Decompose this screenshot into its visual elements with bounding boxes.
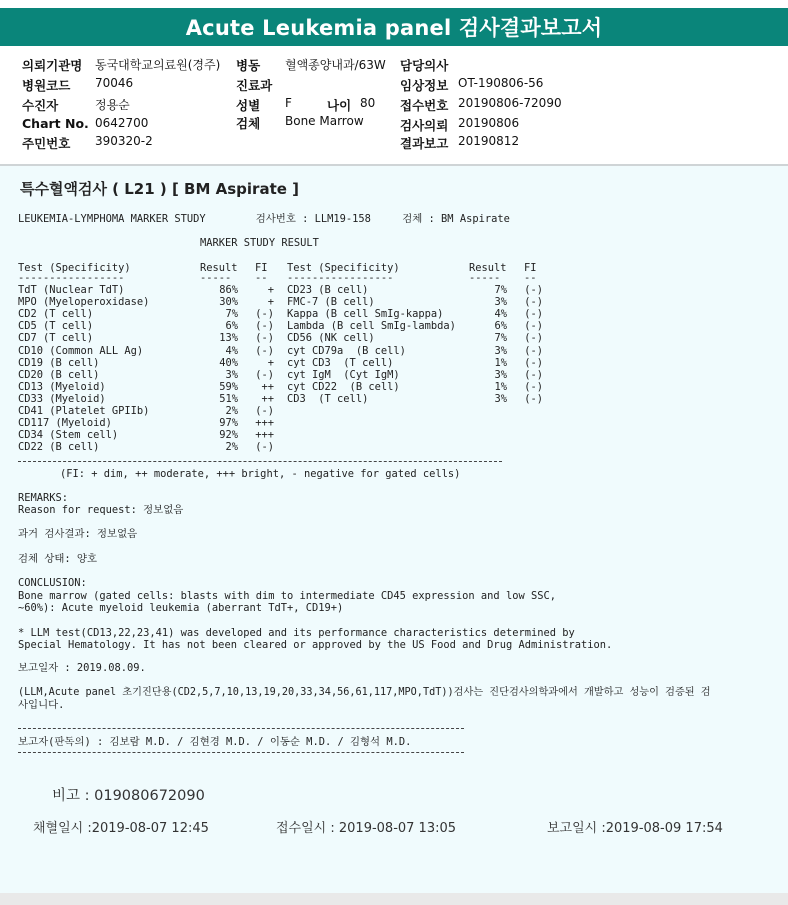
panel-note-line-1: (LLM,Acute panel 초기진단용(CD2,5,7,10,13,19,20,33,34,56,61,117,MPO,TdT))검사는 진단검사의학과에서 개발하고 성능이 검증된 검 <box>18 687 711 698</box>
marker-test: CD41 (Platelet GPIIb) <box>18 405 150 417</box>
remark-code: 비고 : 019080672090 <box>52 788 205 804</box>
marker-result: 51% <box>219 392 238 405</box>
dept-label: 진료과 <box>236 78 273 93</box>
marker-test: cyt CD3 (T cell) <box>287 356 394 369</box>
marker-fi: ++ <box>261 392 274 405</box>
panel-note-line-2: 사입니다. <box>18 699 65 711</box>
marker-fi: (-) <box>255 405 274 417</box>
marker-fi: (-) <box>524 320 543 333</box>
hosp-code-label: 병원코드 <box>22 78 71 93</box>
sex-label: 성별 <box>236 98 261 113</box>
marker-result: 1% <box>494 356 507 369</box>
marker-fi: (-) <box>524 284 543 296</box>
chart-value: 0642700 <box>95 116 149 130</box>
marker-test: Kappa (B cell SmIg-kappa) <box>287 308 444 321</box>
marker-fi: + <box>267 296 274 309</box>
inst-label: 의뢰기관명 <box>22 58 83 73</box>
marker-fi: (-) <box>524 296 543 309</box>
marker-fi: (-) <box>524 308 543 321</box>
remarks-label: REMARKS: <box>18 492 69 504</box>
conclusion-label: CONCLUSION: <box>18 577 87 589</box>
marker-fi: (-) <box>524 356 543 369</box>
marker-test: MPO (Myeloperoxidase) <box>18 296 150 309</box>
left-fi-underline: -- <box>255 272 268 284</box>
marker-fi: (-) <box>255 332 274 345</box>
marker-test: CD22 (B cell) <box>18 441 100 454</box>
age-value: 80 <box>360 96 376 110</box>
marker-fi: (-) <box>255 308 274 321</box>
receipt-label: 접수번호 <box>400 98 449 113</box>
marker-test: CD2 (T cell) <box>18 308 94 321</box>
left-test-header: Test (Specificity) <box>18 262 131 274</box>
report-value: 20190812 <box>458 134 520 148</box>
marker-result: 3% <box>494 392 507 405</box>
marker-test: cyt CD79a (B cell) <box>287 344 406 357</box>
patient-value: 정용순 <box>95 98 130 112</box>
received-time: 접수일시 : 2019-08-07 13:05 <box>276 821 457 836</box>
marker-fi: (-) <box>524 380 543 393</box>
marker-fi: (-) <box>524 344 543 357</box>
marker-result: 7% <box>225 308 238 321</box>
marker-test: CD20 (B cell) <box>18 368 100 381</box>
marker-fi: ++ <box>261 380 274 393</box>
doctor-label: 담당의사 <box>400 58 449 73</box>
marker-test: CD13 (Myeloid) <box>18 380 106 393</box>
marker-fi: (-) <box>255 320 274 333</box>
marker-fi: (-) <box>524 368 543 381</box>
right-fi-header: FI <box>524 262 537 274</box>
marker-result: 86% <box>219 284 238 296</box>
clinical-value: OT-190806-56 <box>458 76 544 90</box>
age-label: 나이 <box>327 98 352 113</box>
llm-note-line-1: * LLM test(CD13,22,23,41) was developed and its performance characteristics determined by <box>18 627 575 639</box>
marker-test: CD5 (T cell) <box>18 320 94 333</box>
marker-result: 6% <box>494 320 507 333</box>
reporter-separator-bottom <box>18 752 464 753</box>
marker-result: 13% <box>219 332 238 345</box>
reporter-separator-top <box>18 728 464 729</box>
hosp-code-value: 70046 <box>95 76 134 90</box>
marker-test: CD7 (T cell) <box>18 332 94 345</box>
ward-label: 병동 <box>236 58 261 73</box>
past-result: 과거 검사결과: 정보없음 <box>18 528 138 540</box>
marker-fi: (-) <box>524 392 543 405</box>
patient-label: 수진자 <box>22 98 59 113</box>
marker-test: CD56 (NK cell) <box>287 332 375 345</box>
marker-test: CD10 (Common ALL Ag) <box>18 344 144 357</box>
marker-result: 2% <box>225 405 238 417</box>
marker-result: 3% <box>494 368 507 381</box>
right-result-underline: ----- <box>469 272 501 284</box>
marker-test: CD3 (T cell) <box>287 392 369 405</box>
marker-test: FMC-7 (B cell) <box>287 296 375 309</box>
marker-fi: + <box>267 356 274 369</box>
marker-result: 7% <box>494 284 507 296</box>
marker-result: 2% <box>225 441 238 454</box>
inst-value: 동국대학교의료원(경주) <box>95 58 221 72</box>
marker-result: 7% <box>494 332 507 345</box>
marker-test: TdT (Nuclear TdT) <box>18 284 125 296</box>
right-fi-underline: -- <box>524 272 537 284</box>
marker-fi: (-) <box>524 332 543 345</box>
report-title: Acute Leukemia panel 검사결과보고서 <box>0 8 788 46</box>
sex-value: F <box>285 96 292 110</box>
marker-test: CD19 (B cell) <box>18 356 100 369</box>
marker-result: 3% <box>225 368 238 381</box>
ward-value: 혈액종양내과/63W <box>285 58 386 72</box>
bottom-strip <box>0 893 788 905</box>
marker-result: 97% <box>219 417 238 430</box>
left-result-header: Result <box>200 262 238 274</box>
marker-test: Lambda (B cell SmIg-lambda) <box>287 320 456 333</box>
marker-test: CD23 (B cell) <box>287 284 369 296</box>
request-label: 검사의뢰 <box>400 118 449 133</box>
marker-test: CD117 (Myeloid) <box>18 417 112 430</box>
reported-time: 보고일시 :2019-08-09 17:54 <box>547 821 723 836</box>
marker-result: 3% <box>494 296 507 309</box>
table-separator <box>18 461 502 462</box>
marker-result: 6% <box>225 320 238 333</box>
section-title: 특수혈액검사 ( L21 ) [ BM Aspirate ] <box>20 180 299 198</box>
marker-result: 4% <box>494 308 507 321</box>
conclusion-line-1: Bone marrow (gated cells: blasts with dim to intermediate CD45 expression and low SSC, <box>18 590 556 602</box>
marker-result: 40% <box>219 356 238 369</box>
right-test-header: Test (Specificity) <box>287 262 400 274</box>
marker-fi: +++ <box>255 417 274 430</box>
resident-value: 390320-2 <box>95 134 153 148</box>
marker-result: 92% <box>219 429 238 442</box>
marker-test: cyt CD22 (B cell) <box>287 380 400 393</box>
left-test-underline: ----------------- <box>18 272 125 284</box>
reason-for-request: Reason for request: 정보없음 <box>18 504 184 516</box>
marker-test: CD33 (Myeloid) <box>18 392 106 405</box>
collected-time: 채혈일시 :2019-08-07 12:45 <box>33 821 209 836</box>
specimen-value: Bone Marrow <box>285 114 364 128</box>
left-fi-header: FI <box>255 262 268 274</box>
marker-result: 59% <box>219 380 238 393</box>
left-result-underline: ----- <box>200 272 232 284</box>
marker-result: 4% <box>225 344 238 357</box>
clinical-label: 임상정보 <box>400 78 449 93</box>
result-heading: MARKER STUDY RESULT <box>200 237 319 249</box>
llm-note-line-2: Special Hematology. It has not been cleared or approved by the US Food and Drug Administration. <box>18 639 613 651</box>
resident-label: 주민번호 <box>22 136 71 151</box>
study-line: LEUKEMIA-LYMPHOMA MARKER STUDY 검사번호 : LLM19-158 검체 : BM Aspirate <box>18 213 510 225</box>
report-date: 보고일자 : 2019.08.09. <box>18 662 146 674</box>
right-result-header: Result <box>469 262 507 274</box>
marker-fi: (-) <box>255 368 274 381</box>
marker-result: 1% <box>494 380 507 393</box>
conclusion-line-2: ~60%): Acute myeloid leukemia (aberrant TdT+, CD19+) <box>18 602 344 614</box>
marker-fi: (-) <box>255 344 274 357</box>
fi-legend: (FI: + dim, ++ moderate, +++ bright, - negative for gated cells) <box>60 468 461 480</box>
chart-label: Chart No. <box>22 116 89 131</box>
receipt-value: 20190806-72090 <box>458 96 562 110</box>
report-label: 결과보고 <box>400 136 449 151</box>
specimen-state: 검체 상태: 양호 <box>18 553 97 565</box>
request-value: 20190806 <box>458 116 520 130</box>
marker-fi: +++ <box>255 429 274 442</box>
marker-fi: (-) <box>255 441 274 454</box>
reporters: 보고자(판독의) : 김보람 M.D. / 김현경 M.D. / 이동순 M.D. / 김형석 M.D. <box>18 736 412 748</box>
marker-fi: + <box>267 284 274 296</box>
right-test-underline: ----------------- <box>287 272 394 284</box>
marker-result: 30% <box>219 296 238 309</box>
marker-test: cyt IgM (Cyt IgM) <box>287 368 400 381</box>
specimen-label: 검체 <box>236 116 261 131</box>
marker-result: 3% <box>494 344 507 357</box>
patient-info-header <box>0 46 788 166</box>
marker-test: CD34 (Stem cell) <box>18 429 119 442</box>
